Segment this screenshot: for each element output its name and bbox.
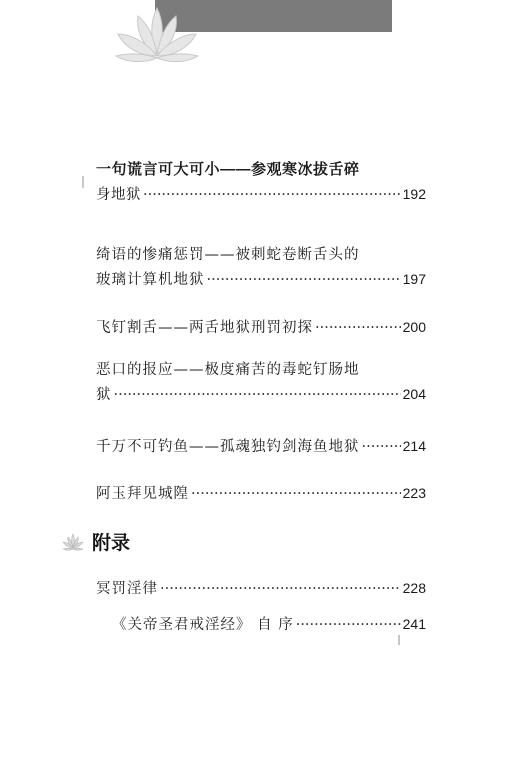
appendix-heading [62,528,130,555]
toc-entry-title: 《关帝圣君戒淫经》 自 序 [112,617,294,633]
margin-mark [82,176,84,188]
page-number: 228 [402,580,426,596]
dot-leader [191,482,401,506]
toc-entry[interactable] [96,434,426,459]
toc-entry-title: 飞钉割舌——两舌地狱刑罚初探 [96,320,313,336]
toc-entry-title: 玻璃计算机地狱 [96,272,205,288]
page-number: 223 [402,485,426,501]
dot-leader [315,316,401,340]
dot-leader [362,435,401,459]
page-number: 197 [402,271,426,287]
toc-entry[interactable] [96,358,426,407]
toc-entry-title: 恶口的报应——极度痛苦的毒蛇钉肠地 [96,362,360,378]
toc-entry[interactable] [96,481,426,506]
page-number: 214 [402,438,426,454]
toc-entry[interactable] [96,158,426,207]
page-number: 204 [402,386,426,402]
page-number: 192 [402,186,426,202]
dot-leader [296,613,401,637]
dot-leader [160,577,401,601]
page-number: 241 [402,616,426,632]
toc-entry-title: 一句谎言可大可小——参观寒冰拔舌碎 [96,161,360,178]
appendix-title: 附录 [92,533,131,554]
dot-leader [143,183,401,207]
page-number: 200 [402,319,426,335]
toc-entry[interactable] [96,243,426,292]
toc-entry-title: 千万不可钓鱼——孤魂独钓剑海鱼地狱 [96,439,360,455]
toc-entry-title: 身地狱 [96,187,141,203]
lotus-icon [112,0,202,72]
toc-entry-title: 绮语的惨痛惩罚——被刺蛇卷断舌头的 [96,247,360,263]
dot-leader [207,268,401,292]
toc-entry-title: 狱 [96,387,112,403]
toc-entry[interactable] [96,315,426,340]
dot-leader [114,383,401,407]
toc-entry[interactable] [112,612,426,637]
toc-entry-title: 冥罚淫律 [96,581,158,597]
lotus-icon [62,532,84,552]
toc-entry-title: 阿玉拜见城隍 [96,486,189,502]
toc-entry[interactable] [96,576,426,601]
